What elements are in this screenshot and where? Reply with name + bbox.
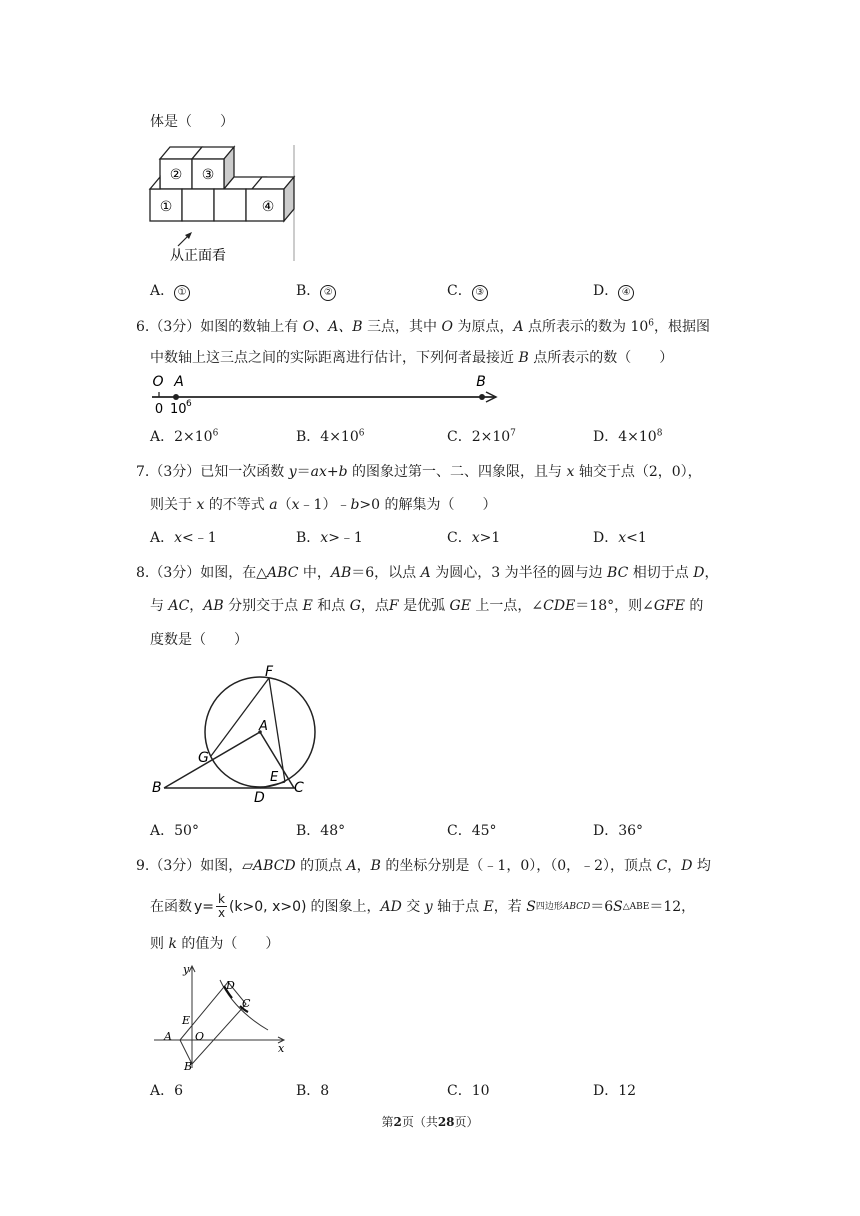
point-A-label: A [174, 374, 184, 390]
tick-ten-exp: 6 [186, 399, 192, 409]
q7-stem-line2: 则关于 x 的不等式 a（x﹣1）﹣b>0 的解集为（ ） [150, 497, 497, 513]
cube-label-2: ② [169, 167, 183, 183]
q9-option-a[interactable]: A．6 [150, 1083, 184, 1099]
q5-option-b[interactable]: B． ② [296, 281, 336, 301]
q7-option-d[interactable]: D．x<1 [593, 530, 647, 546]
q8-option-d[interactable]: D．36° [593, 823, 644, 839]
point-F-label: F [264, 664, 274, 680]
axis-x-label: x [278, 1042, 285, 1055]
q6-option-a[interactable]: A．$2\times 10^6$ [150, 428, 219, 445]
axis-y-label: y [183, 963, 190, 976]
q5-view-label: 从正面看 [170, 248, 226, 263]
point-D-label: D [254, 790, 265, 804]
formula-fraction: $\frac{k}{x}$ [217, 892, 226, 920]
q8-stem-line3: 度数是（ ） [150, 632, 248, 648]
q9-stem-line1: 9.（3分）如图，▱ABCD 的顶点 A，B 的坐标分别是（﹣1，0），（0，﹣2），顶点 C，D 均 [136, 858, 711, 874]
point-E-label: E [270, 770, 279, 785]
q7-option-b[interactable]: B．x>﹣1 [296, 530, 363, 546]
q8-option-c[interactable]: C．45° [447, 823, 497, 839]
q6-option-d[interactable]: D．$4\times 10^8$ [593, 428, 663, 445]
q8-option-a[interactable]: A．50° [150, 823, 199, 839]
point-G-label: G [198, 750, 209, 766]
q7-option-a[interactable]: A．x<﹣1 [150, 530, 217, 546]
q6-stem-line2: 中数轴上这三点之间的实际距离进行估计，下列何者最接近 B 点所表示的数（ ） [150, 350, 674, 366]
q6-option-c[interactable]: C．$2\times 10^7$ [447, 428, 516, 445]
point-A-label: A [164, 1030, 172, 1043]
point-C-label: C [294, 780, 304, 796]
point-E-label: E [182, 1014, 191, 1027]
point-C-label: C [242, 997, 251, 1010]
cube-label-3: ③ [201, 167, 215, 183]
q5-option-d[interactable]: D． ④ [593, 281, 634, 301]
point-A-label: A [259, 719, 268, 734]
q9-stem-line2: 在函数 y= $\frac{k}{x}$ (k>0, x>0) 的图象上， AD 交 y 轴于点 E ，若 S 四边形 ABCD ＝6 S △ABE ＝12， [150, 892, 696, 920]
q8-stem-line2: 与 AC，AB 分别交于点 E 和点 G，点F 是优弧 GE 上一点，∠CDE＝18°，则∠GFE 的 [150, 598, 704, 614]
point-O-label: O [152, 374, 164, 390]
q5-option-c[interactable]: C． ③ [447, 281, 488, 301]
tick-ten-label: 10 [170, 402, 187, 416]
q8-circle-figure [148, 664, 318, 804]
q7-stem-line1: 7.（3分）已知一次函数 y＝ax+b 的图象过第一、二、四象限，且与 x 轴交于点（2，0）， [136, 464, 702, 480]
cube-label-1: ① [159, 199, 173, 215]
point-B-label: B [184, 1060, 193, 1072]
point-O-label: O [195, 1030, 205, 1043]
q9-option-c[interactable]: C．10 [447, 1083, 490, 1099]
formula-condition: (k>0, x>0) [228, 898, 307, 915]
q9-stem-line3: 则 k 的值为（ ） [150, 936, 280, 952]
q6-stem-line1: 6.（3分）如图的数轴上有 O、A、B 三点，其中 O 为原点，A 点所表示的数为 $10^6$，根据图 [136, 318, 711, 335]
q8-stem-line1: 8.（3分）如图，在△ABC 中，AB＝6，以点 A 为圆心，3 为半径的圆与边 BC 相切于点 D， [136, 565, 719, 581]
point-B-label: B [476, 374, 486, 390]
tick-zero-label: 0 [154, 402, 164, 416]
q5-option-a[interactable]: A． ① [150, 281, 190, 301]
q7-option-c[interactable]: C．x>1 [447, 530, 501, 546]
q8-option-b[interactable]: B．48° [296, 823, 346, 839]
q5-stem-tail: 体是（ ） [150, 114, 234, 130]
q9-option-d[interactable]: D．12 [593, 1083, 637, 1099]
formula-y: y= [194, 898, 215, 915]
q9-option-b[interactable]: B．8 [296, 1083, 330, 1099]
cube-label-4: ④ [261, 199, 275, 215]
page-footer: 第2页（共28页） [381, 1115, 479, 1129]
q9-coordinate-figure [150, 960, 290, 1072]
point-D-label: D [226, 979, 235, 992]
q5-cube-figure [148, 143, 296, 263]
point-B-label: B [152, 780, 162, 796]
q6-option-b[interactable]: B．$4\times 10^6$ [296, 428, 365, 445]
q6-number-line [148, 372, 500, 416]
